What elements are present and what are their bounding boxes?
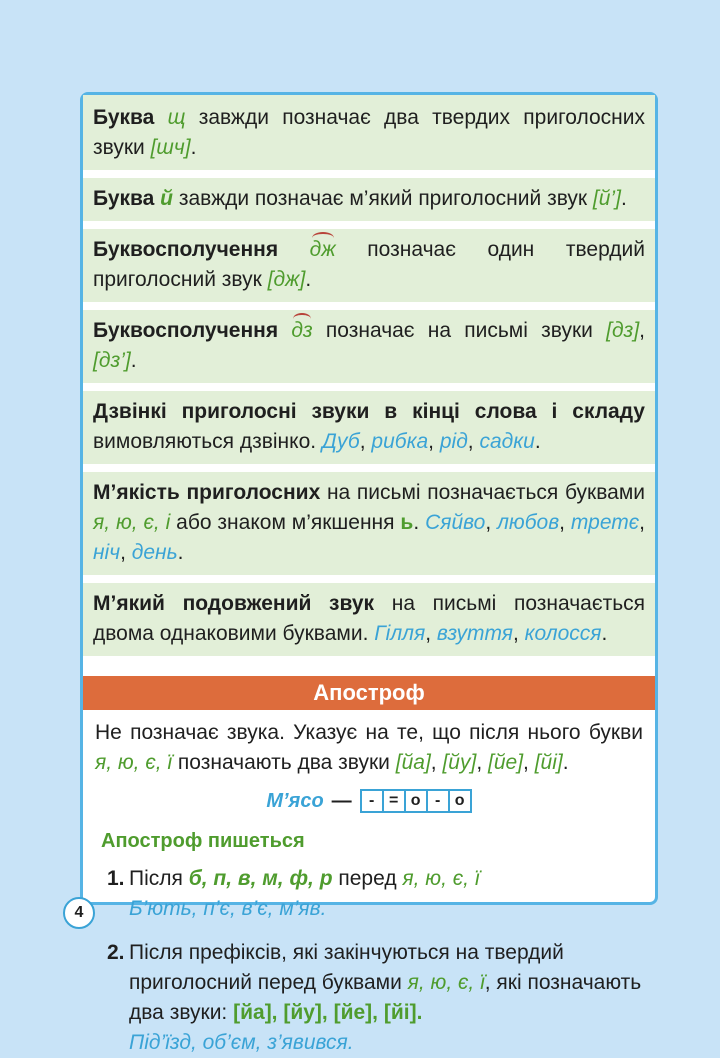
- item-pre: Після: [129, 867, 189, 890]
- example-word: любов: [497, 511, 560, 534]
- letter: й: [160, 187, 173, 210]
- sound: [й’]: [592, 187, 621, 210]
- example-word: М’ясо: [266, 790, 324, 812]
- rule-text: позначає один твердий приголосний звук: [93, 238, 645, 291]
- examples: Б’ють, п’є, в’є, м’яв.: [129, 897, 327, 920]
- numbered-item-1: [107, 864, 643, 924]
- sound: [йу]: [442, 751, 477, 774]
- intro-text: позначають два звуки: [172, 751, 396, 774]
- scheme-cell: о: [406, 791, 428, 811]
- rule-lead: Буква: [93, 106, 155, 129]
- rule-y: [83, 178, 655, 221]
- letter: щ: [167, 106, 186, 129]
- page-number: 4: [63, 897, 95, 929]
- rule-voiced: Дзвінкі приголосні звуки в кінці слова і складу вимовляються дзвінко. Дуб, рибка, рід, садки.: [83, 391, 655, 464]
- item-text-part: , які позначають два звуки:: [129, 971, 642, 1024]
- rule-dzh: [83, 229, 655, 302]
- item-number: 2.: [107, 941, 125, 964]
- letter: дж: [310, 235, 336, 265]
- rule-shch: [83, 95, 655, 170]
- soft-sign: ь: [400, 511, 414, 534]
- sound: [дз’]: [93, 349, 131, 372]
- letters: я, ю, є, ї: [407, 971, 485, 994]
- rule-dz: [83, 310, 655, 383]
- rule-text: вимовляються дзвінко.: [93, 430, 322, 453]
- rule-end: .: [305, 268, 312, 291]
- intro-text: Не позначає звука. Указує на те, що після нього букви: [95, 721, 643, 744]
- rule-lead: Буква: [93, 187, 155, 210]
- rule-text: завжди позначає два твердих приголосних звуки: [93, 106, 645, 159]
- example-word: день: [131, 541, 178, 564]
- sound-scheme: [360, 789, 472, 813]
- item-number: 1.: [107, 867, 125, 890]
- scheme-cell: -: [362, 791, 384, 811]
- sound: [дз]: [606, 319, 640, 342]
- rule-lead: М’який подовжений звук: [93, 592, 375, 615]
- rule-lead: Дзвінкі приголосні звуки в кінці слова і складу: [93, 400, 645, 423]
- vowels: я, ю, є, ї: [402, 867, 480, 890]
- example-word: рід: [439, 430, 468, 453]
- item-mid: перед: [332, 867, 403, 890]
- rule-lead: Буквосполучення: [93, 238, 279, 261]
- apostrophe-intro: Не позначає звука. Указує на те, що після нього букви я, ю, є, ї позначають два звуки [йа], [йу], [йе], [йі].: [95, 721, 643, 774]
- separator: ,: [639, 319, 645, 342]
- rule-lead: М’якість приголосних: [93, 481, 321, 504]
- example-word: рибка: [371, 430, 429, 453]
- rule-text: на письмі позначається буквами: [320, 481, 645, 504]
- rule-text: позначає на письмі звуки: [312, 319, 607, 342]
- page-frame: [80, 92, 658, 1054]
- example-word: третє: [570, 511, 640, 534]
- rule-text: завжди позначає м’який приголосний звук: [173, 187, 593, 210]
- sound: [йа]: [395, 751, 431, 774]
- rule-lead: Буквосполучення: [93, 319, 279, 342]
- example-word: колосся: [524, 622, 602, 645]
- rule-end: .: [620, 187, 627, 210]
- rule-softness: М’якість приголосних на письмі позначається буквами я, ю, є, і або знаком м’якшення ь. Сяйво, любов, третє, ніч, день.: [83, 472, 655, 575]
- letters: б, п, в, м, ф, р: [188, 867, 333, 890]
- item-text: [129, 864, 643, 924]
- scheme-cell: о: [454, 792, 465, 809]
- dash: —: [331, 790, 352, 812]
- sound: [йе]: [488, 751, 524, 774]
- scheme-cell: =: [384, 791, 406, 811]
- sounds: [йа], [йу], [йе], [йі].: [233, 1001, 423, 1024]
- apostrophe-section: [83, 710, 655, 1058]
- example-word: садки: [479, 430, 535, 453]
- letter: дз: [291, 316, 312, 346]
- example-word: Сяйво: [425, 511, 486, 534]
- example-word: ніч: [93, 541, 121, 564]
- example-word: Гілля: [374, 622, 426, 645]
- sound: [дж]: [267, 268, 306, 291]
- numbered-item-2: [107, 938, 643, 1058]
- rule-text: на письмі позначається двома однаковими буквами.: [93, 592, 646, 645]
- example-word: взуття: [436, 622, 513, 645]
- subheading: Апостроф пишеться: [101, 830, 305, 852]
- examples: Під’їзд, об’єм, з’явився.: [129, 1031, 354, 1054]
- rule-end: .: [130, 349, 137, 372]
- letters: я, ю, є, і: [93, 511, 171, 534]
- scheme-cell: -: [428, 791, 450, 811]
- rule-end: .: [190, 136, 197, 159]
- rule-long-soft: М’який подовжений звук на письмі позначається двома однаковими буквами. Гілля, взуття, колосся.: [83, 583, 655, 656]
- item-text: [129, 938, 643, 1058]
- section-header-apostrophe: Апостроф: [83, 676, 655, 710]
- item-text-part: Після префіксів, які закінчуються на твердий приголосний перед буквами: [129, 941, 564, 994]
- rule-text: або знаком м’якшення: [170, 511, 401, 534]
- example-word: Дуб: [321, 430, 360, 453]
- sound: [шч]: [150, 136, 191, 159]
- sound: [йі]: [534, 751, 563, 774]
- example-scheme-line: [95, 786, 643, 816]
- letters: я, ю, є, ї: [95, 751, 173, 774]
